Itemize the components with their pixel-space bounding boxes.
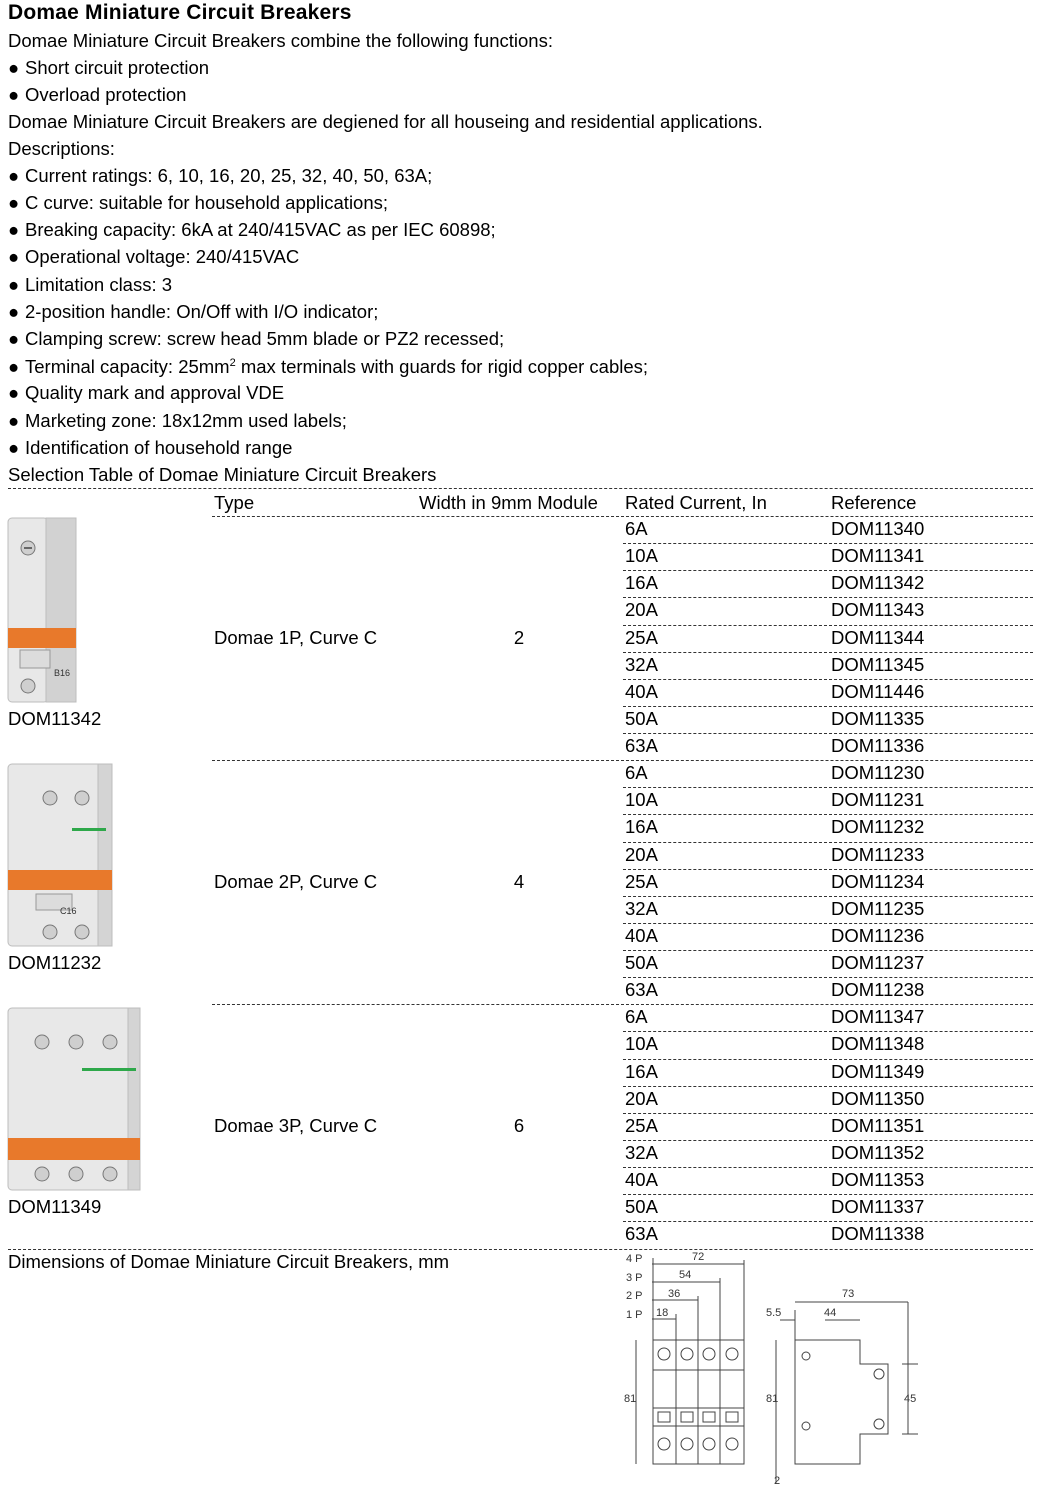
width-3p: 54 bbox=[679, 1269, 692, 1281]
width-cell: 2 bbox=[513, 626, 525, 648]
rated-current-cell: 10A bbox=[625, 789, 658, 811]
rated-current-cell: 16A bbox=[625, 572, 658, 594]
bullet-icon: ● bbox=[8, 410, 20, 431]
row-rule bbox=[623, 1140, 1033, 1141]
reference-cell: DOM11343 bbox=[831, 599, 925, 621]
rated-current-cell: 50A bbox=[625, 952, 658, 974]
image-caption: DOM11342 bbox=[8, 708, 102, 729]
function-item: ● Short circuit protection bbox=[8, 57, 210, 78]
row-rule bbox=[212, 760, 1033, 761]
function-item: ● Overload protection bbox=[8, 84, 187, 105]
description-item: ● Quality mark and approval VDE bbox=[8, 382, 285, 403]
row-rule bbox=[623, 597, 1033, 598]
pole-label-3p: 3 P bbox=[626, 1272, 643, 1284]
breaker-label-1p: B16 bbox=[54, 668, 71, 678]
header-reference: Reference bbox=[831, 492, 917, 513]
rated-current-cell: 63A bbox=[625, 735, 658, 757]
rated-current-cell: 40A bbox=[625, 924, 658, 946]
breaker-3p-image bbox=[6, 1006, 142, 1194]
bullet-icon: ● bbox=[8, 382, 20, 403]
description-item: ● Marketing zone: 18x12mm used labels; bbox=[8, 410, 347, 431]
width-4p: 72 bbox=[692, 1251, 705, 1263]
bullet-icon: ● bbox=[8, 301, 20, 322]
description-item: ● Limitation class: 3 bbox=[8, 274, 173, 295]
rated-current-cell: 20A bbox=[625, 599, 658, 621]
description-item: ● 2-position handle: On/Off with I/O indicator; bbox=[8, 301, 379, 322]
row-rule bbox=[623, 706, 1033, 707]
row-rule bbox=[623, 543, 1033, 544]
bullet-icon: ● bbox=[8, 165, 20, 186]
intro-text: Domae Miniature Circuit Breakers combine the following functions: bbox=[8, 30, 553, 51]
reference-cell: DOM11347 bbox=[831, 1006, 925, 1028]
reference-cell: DOM11446 bbox=[831, 680, 925, 702]
reference-cell: DOM11344 bbox=[831, 626, 925, 648]
type-cell: Domae 1P, Curve C bbox=[214, 626, 378, 648]
row-rule bbox=[623, 814, 1033, 815]
row-rule bbox=[623, 679, 1033, 680]
row-rule bbox=[623, 1167, 1033, 1168]
rated-current-cell: 32A bbox=[625, 653, 658, 675]
reference-cell: DOM11336 bbox=[831, 735, 925, 757]
reference-cell: DOM11235 bbox=[831, 897, 925, 919]
header-width: Width in 9mm Module bbox=[419, 492, 598, 513]
header-current: Rated Current, In bbox=[625, 492, 767, 513]
reference-cell: DOM11232 bbox=[831, 816, 925, 838]
width-1p: 18 bbox=[656, 1307, 669, 1319]
type-cell: Domae 2P, Curve C bbox=[214, 870, 378, 892]
descriptions-heading: Descriptions: bbox=[8, 138, 115, 159]
row-rule bbox=[623, 869, 1033, 870]
bullet-icon: ● bbox=[8, 57, 20, 78]
pole-label-1p: 1 P bbox=[626, 1309, 643, 1321]
reference-cell: DOM11230 bbox=[831, 762, 925, 784]
description-item: ● C curve: suitable for household applications; bbox=[8, 192, 389, 213]
description-item-terminal: ● Terminal capacity: $25mm^2$ max terminals with guards for rigid copper cables; bbox=[8, 356, 649, 377]
reference-cell: DOM11233 bbox=[831, 843, 925, 865]
reference-cell: DOM11338 bbox=[831, 1223, 925, 1245]
reference-cell: DOM11335 bbox=[831, 707, 925, 729]
reference-cell: DOM11349 bbox=[831, 1060, 925, 1082]
dimensions-drawing bbox=[620, 1248, 920, 1488]
description-item: ● Clamping screw: screw head 5mm blade or PZ2 recessed; bbox=[8, 328, 505, 349]
rated-current-cell: 16A bbox=[625, 816, 658, 838]
rated-current-cell: 6A bbox=[625, 518, 648, 539]
pole-label-4p: 4 P bbox=[626, 1253, 643, 1265]
selection-heading: Selection Table of Domae Miniature Circuit Breakers bbox=[8, 464, 437, 485]
bullet-icon: ● bbox=[8, 356, 20, 377]
bullet-icon: ● bbox=[8, 274, 20, 295]
width-cell: 6 bbox=[513, 1114, 525, 1136]
side-offset: 5.5 bbox=[766, 1307, 782, 1319]
row-rule bbox=[623, 787, 1033, 788]
bullet-icon: ● bbox=[8, 219, 20, 240]
designed-for-text: Domae Miniature Circuit Breakers are degiened for all houseing and residential applications. bbox=[8, 111, 763, 132]
reference-cell: DOM11234 bbox=[831, 870, 925, 892]
row-rule bbox=[623, 842, 1033, 843]
reference-cell: DOM11350 bbox=[831, 1087, 925, 1109]
description-item: ● Breaking capacity: 6kA at 240/415VAC as per IEC 60898; bbox=[8, 219, 496, 240]
row-rule bbox=[623, 1059, 1033, 1060]
rated-current-cell: 25A bbox=[625, 626, 658, 648]
rated-current-cell: 32A bbox=[625, 897, 658, 919]
rated-current-cell: 63A bbox=[625, 979, 658, 1001]
rated-current-cell: 10A bbox=[625, 545, 658, 567]
row-rule bbox=[623, 1031, 1033, 1032]
row-rule bbox=[623, 1194, 1033, 1195]
reference-cell: DOM11342 bbox=[831, 572, 925, 594]
rated-current-cell: 25A bbox=[625, 1114, 658, 1136]
rated-current-cell: 20A bbox=[625, 843, 658, 865]
description-item: ● Current ratings: 6, 10, 16, 20, 25, 32, 40, 50, 63A; bbox=[8, 165, 433, 186]
side-bottom: 2 bbox=[774, 1475, 781, 1487]
row-rule bbox=[623, 733, 1033, 734]
rated-current-cell: 16A bbox=[625, 1060, 658, 1082]
width-cell: 4 bbox=[513, 870, 525, 892]
side-top: 44 bbox=[824, 1307, 837, 1319]
rated-current-cell: 10A bbox=[625, 1033, 658, 1055]
rated-current-cell: 40A bbox=[625, 680, 658, 702]
reference-cell: DOM11238 bbox=[831, 979, 925, 1001]
header-rule bbox=[212, 516, 1033, 517]
reference-cell: DOM11340 bbox=[831, 518, 925, 539]
row-rule bbox=[212, 1004, 1033, 1005]
row-rule bbox=[623, 923, 1033, 924]
page-title: Domae Miniature Circuit Breakers bbox=[8, 1, 352, 24]
row-rule bbox=[623, 950, 1033, 951]
row-rule bbox=[623, 1221, 1033, 1222]
row-rule bbox=[623, 977, 1033, 978]
image-caption: DOM11232 bbox=[8, 952, 102, 973]
reference-cell: DOM11353 bbox=[831, 1169, 925, 1191]
bullet-icon: ● bbox=[8, 84, 20, 105]
rated-current-cell: 20A bbox=[625, 1087, 658, 1109]
side-mid: 45 bbox=[904, 1393, 917, 1405]
reference-cell: DOM11236 bbox=[831, 924, 925, 946]
breaker-label-2p: C16 bbox=[60, 906, 77, 916]
description-item: ● Operational voltage: 240/415VAC bbox=[8, 246, 300, 267]
dimensions-heading: Dimensions of Domae Miniature Circuit Breakers, mm bbox=[8, 1251, 450, 1272]
rated-current-cell: 40A bbox=[625, 1169, 658, 1191]
row-rule bbox=[623, 896, 1033, 897]
reference-cell: DOM11352 bbox=[831, 1141, 925, 1163]
breaker-2p-image bbox=[6, 762, 116, 950]
pole-label-2p: 2 P bbox=[626, 1290, 643, 1302]
front-height: 81 bbox=[624, 1393, 637, 1405]
row-rule bbox=[623, 1113, 1033, 1114]
bullet-icon: ● bbox=[8, 246, 20, 267]
reference-cell: DOM11345 bbox=[831, 653, 925, 675]
table-top-rule bbox=[8, 488, 1033, 489]
reference-cell: DOM11348 bbox=[831, 1033, 925, 1055]
side-depth: 73 bbox=[842, 1288, 855, 1300]
bullet-icon: ● bbox=[8, 328, 20, 349]
rated-current-cell: 50A bbox=[625, 707, 658, 729]
row-rule bbox=[623, 1086, 1033, 1087]
row-rule bbox=[623, 652, 1033, 653]
rated-current-cell: 25A bbox=[625, 870, 658, 892]
bullet-icon: ● bbox=[8, 437, 20, 458]
rated-current-cell: 6A bbox=[625, 762, 648, 784]
width-2p: 36 bbox=[668, 1288, 681, 1300]
reference-cell: DOM11351 bbox=[831, 1114, 925, 1136]
reference-cell: DOM11231 bbox=[831, 789, 925, 811]
side-height: 81 bbox=[766, 1393, 779, 1405]
type-cell: Domae 3P, Curve C bbox=[214, 1114, 378, 1136]
rated-current-cell: 6A bbox=[625, 1006, 648, 1028]
rated-current-cell: 50A bbox=[625, 1196, 658, 1218]
description-item: ● Identification of household range bbox=[8, 437, 293, 458]
row-rule bbox=[623, 570, 1033, 571]
rated-current-cell: 63A bbox=[625, 1223, 658, 1245]
bullet-icon: ● bbox=[8, 192, 20, 213]
reference-cell: DOM11237 bbox=[831, 952, 925, 974]
header-type: Type bbox=[214, 492, 255, 513]
reference-cell: DOM11337 bbox=[831, 1196, 925, 1218]
breaker-1p-image bbox=[6, 516, 81, 706]
rated-current-cell: 32A bbox=[625, 1141, 658, 1163]
image-caption: DOM11349 bbox=[8, 1196, 102, 1217]
reference-cell: DOM11341 bbox=[831, 545, 925, 567]
row-rule bbox=[623, 625, 1033, 626]
